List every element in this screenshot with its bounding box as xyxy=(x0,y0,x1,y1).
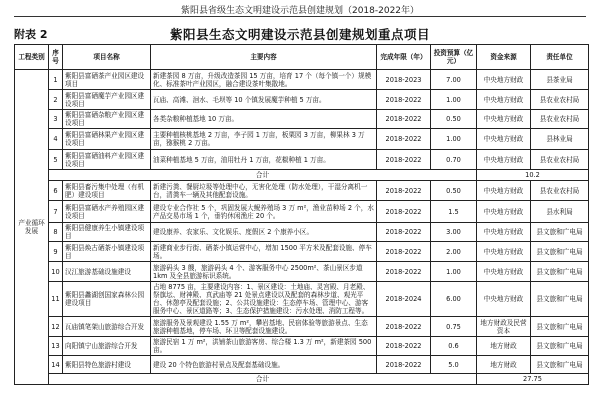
cell-no: 13 xyxy=(49,337,63,356)
cell-responsible-unit: 县农业农村局 xyxy=(531,150,589,170)
cell-investment: 0.70 xyxy=(431,150,477,170)
cell-responsible-unit: 县文旅和广电局 xyxy=(531,262,589,282)
cell-responsible-unit: 县农业农村局 xyxy=(531,181,589,201)
table-row xyxy=(15,242,589,262)
cell-investment: 7.00 xyxy=(431,70,477,90)
running-header: 紫阳县省级生态文明建设示范县创建规划（2018-2022年） xyxy=(180,6,420,16)
cell-project-name: 紫阳县特色旅游村建设 xyxy=(63,356,151,374)
cell-responsible-unit: 县文旅和广电局 xyxy=(531,356,589,374)
cell-fund-source: 中央地方财政 xyxy=(477,70,531,90)
cell-main-content: 各类杂粮种植基地 10 万亩。 xyxy=(151,110,377,129)
cell-period: 2018-2022 xyxy=(377,223,431,242)
cell-period: 2018-2023 xyxy=(377,70,431,90)
cell-main-content: 主要种植核桃基地 2 万亩，李子园 1 万亩，板栗园 3 万亩，柳果林 3 万亩，猕猴桃 2 万亩。 xyxy=(151,129,377,150)
cell-no: 3 xyxy=(49,110,63,129)
cell-no: 10 xyxy=(49,262,63,282)
cell-fund-source: 中央地方财政 xyxy=(477,110,531,129)
cell-fund-source: 中央地方财政 xyxy=(477,129,531,150)
cell-responsible-unit: 县文旅和广电局 xyxy=(531,337,589,356)
cell-main-content: 新建污粪、餐厨垃圾等处理中心，无害化处理（防水处理），干湿分离机一台，清粪车一辆及其他配套设施。 xyxy=(151,181,377,201)
cell-period: 2018-2024 xyxy=(377,282,431,317)
table-row xyxy=(15,262,589,282)
cell-responsible-unit: 县茶业局 xyxy=(531,70,589,90)
cell-investment: 1.00 xyxy=(431,262,477,282)
cell-main-content: 建设专业合作社 5 个，巩固发展大鲵养殖场 3 万 m²，渔业苗种场 2 个，水产品交易市场 1 个，垂钓休闲渔庄 20 个。 xyxy=(151,201,377,223)
cell-project-name: 紫阳县富硒林果产业园区建设项目 xyxy=(63,129,151,150)
col-header-name: 项目名称 xyxy=(63,45,151,70)
header-rule xyxy=(14,16,586,17)
cell-responsible-unit: 县水利局 xyxy=(531,201,589,223)
cell-period: 2018-2022 xyxy=(377,110,431,129)
cell-investment: 0.50 xyxy=(431,181,477,201)
cell-period: 2018-2022 xyxy=(377,150,431,170)
col-header-investment: 投资预算（亿元） xyxy=(431,45,477,70)
cell-investment: 1.00 xyxy=(431,90,477,110)
cell-investment: 6.00 xyxy=(431,282,477,317)
cell-investment: 5.0 xyxy=(431,356,477,374)
table-row xyxy=(15,90,589,110)
col-header-content: 主要内容 xyxy=(151,45,377,70)
table-row xyxy=(15,70,589,90)
col-header-category: 工程类别 xyxy=(15,45,49,70)
cell-project-name: 紫阳县富硒水产养殖园区建设项目 xyxy=(63,201,151,223)
table-body xyxy=(15,70,589,385)
cell-investment: 1.00 xyxy=(431,129,477,150)
cell-main-content: 旅游民宿 1 万 m²，洪铺茶山旅游客房、综合楼 1.3 万 m²，新建茶园 500 亩。 xyxy=(151,337,377,356)
cell-period: 2018-2022 xyxy=(377,129,431,150)
cell-project-name: 汉江旅游基础设施建设 xyxy=(63,262,151,282)
cell-fund-source: 地方财政 xyxy=(477,356,531,374)
cell-project-name: 紫阳县健康养生小镇建设项目 xyxy=(63,223,151,242)
cell-no: 6 xyxy=(49,181,63,201)
table-row xyxy=(15,337,589,356)
table-row xyxy=(15,282,589,317)
cell-main-content: 旅游码头 3 艘，旅游码头 4 个、游客服务中心 2500m²、茶山景区步道 1km 及全县旅游标识系统。 xyxy=(151,262,377,282)
cell-main-content: 瓦庙、高滩、洄水、毛坝等 10 个镇发展魔芋种植 5 万亩。 xyxy=(151,90,377,110)
cell-responsible-unit: 县文旅和广电局 xyxy=(531,242,589,262)
cell-main-content: 建设 20 个特色旅游村景点及配套基础设施。 xyxy=(151,356,377,374)
table-row xyxy=(15,223,589,242)
table-row xyxy=(15,201,589,223)
cell-project-name: 紫阳县富硒魔芋产业园区建设项目 xyxy=(63,90,151,110)
subtotal-row-2 xyxy=(15,374,589,385)
cell-no: 2 xyxy=(49,90,63,110)
cell-no: 8 xyxy=(49,223,63,242)
cell-project-name: 紫阳县畜污集中处理（有机肥）建设项目 xyxy=(63,181,151,201)
cell-no: 5 xyxy=(49,150,63,170)
cell-project-name: 瓦庙镇笔架山旅游综合开发 xyxy=(63,317,151,337)
annex-label: 附表 2 xyxy=(14,28,48,41)
col-header-period: 完成年限（年） xyxy=(377,45,431,70)
cell-period: 2018-2022 xyxy=(377,181,431,201)
cell-no: 12 xyxy=(49,317,63,337)
cell-investment: 0.75 xyxy=(431,317,477,337)
cell-main-content: 占地 8775 亩，主要建设内容：1、景区建设：土地庙、灵宫殿、月老殿、祭旗坛、财神殿、真武庙等 21 处景点建设以及配套的森林步道、观光平台、休憩亭及配套设施；2、公共设施建设：生态停车场、管理中心、游客服务中心、景区道路等；3、生态保护措施建设：污水处理、消防工程等。 xyxy=(151,282,377,317)
cell-main-content: 建设康养、农家乐、文化娱乐、度假区 2 个康养小区。 xyxy=(151,223,377,242)
table-row xyxy=(15,150,589,170)
subtotal-label: 合计 xyxy=(49,170,477,181)
cell-fund-source: 中央地方财政 xyxy=(477,150,531,170)
cell-investment: 3.00 xyxy=(431,223,477,242)
table-row xyxy=(15,356,589,374)
cell-no: 7 xyxy=(49,201,63,223)
cell-investment: 1.5 xyxy=(431,201,477,223)
cell-period: 2018-2022 xyxy=(377,90,431,110)
cell-investment: 0.6 xyxy=(431,337,477,356)
cell-project-name: 紫阳县焕古硒茶小镇建设项目 xyxy=(63,242,151,262)
cell-main-content: 油菜种植基地 5 万亩，油用牡丹 1 万亩，花椒种植 1 万亩。 xyxy=(151,150,377,170)
cell-fund-source: 中央地方财政 xyxy=(477,262,531,282)
table-title: 紫阳县生态文明建设示范县创建规划重点项目 xyxy=(169,27,430,42)
cell-fund-source: 中央地方财政 xyxy=(477,223,531,242)
cell-period: 2018-2022 xyxy=(377,337,431,356)
cell-project-name: 紫阳县富硒茶产业园区建设项目 xyxy=(63,70,151,90)
category-cell: 产业循环发展 xyxy=(15,70,49,385)
cell-responsible-unit: 县文旅和广电局 xyxy=(531,223,589,242)
cell-fund-source: 中央地方财政 xyxy=(477,242,531,262)
cell-no: 9 xyxy=(49,242,63,262)
cell-no: 11 xyxy=(49,282,63,317)
cell-responsible-unit: 县农业农村局 xyxy=(531,90,589,110)
projects-table xyxy=(14,44,589,385)
table-row xyxy=(15,317,589,337)
cell-period: 2018-2022 xyxy=(377,356,431,374)
cell-period: 2018-2022 xyxy=(377,242,431,262)
cell-fund-source: 中央地方财政 xyxy=(477,181,531,201)
table-row xyxy=(15,181,589,201)
subtotal-row-1 xyxy=(15,170,589,181)
col-header-unit: 责任单位 xyxy=(531,45,589,70)
cell-no: 1 xyxy=(49,70,63,90)
cell-responsible-unit: 县文旅和广电局 xyxy=(531,317,589,337)
cell-project-name: 紫阳县富硒油料产业园区建设项目 xyxy=(63,150,151,170)
cell-fund-source: 中央地方财政 xyxy=(477,90,531,110)
cell-responsible-unit: 县农业农村局 xyxy=(531,110,589,129)
cell-fund-source: 中央地方财政 xyxy=(477,282,531,317)
cell-fund-source: 中央地方财政 xyxy=(477,201,531,223)
cell-main-content: 新建商业步行街、硒茶小镇运营中心，增加 1500 平方米及配套设施、停车场。 xyxy=(151,242,377,262)
table-header-row xyxy=(15,45,589,70)
cell-responsible-unit: 县林业局 xyxy=(531,129,589,150)
table-row xyxy=(15,110,589,129)
cell-main-content: 旅游服务及景观建设 1.55 万 m²，攀岩基地、民宿体验等旅游景点、生态旅游种植基地，停车场、环卫等配套设施建设。 xyxy=(151,317,377,337)
cell-project-name: 紫阳县富硒杂粮产业园区建设项目 xyxy=(63,110,151,129)
cell-responsible-unit: 县文旅和广电局 xyxy=(531,282,589,317)
cell-period: 2018-2022 xyxy=(377,317,431,337)
cell-main-content: 新建茶园 8 万亩，升级改造茶园 15 万亩，培育 17 个（每个镇一个）规模化、标准茶叶产业园区，融合建设茶叶集散地。 xyxy=(151,70,377,90)
cell-period: 2018-2022 xyxy=(377,201,431,223)
cell-project-name: 向阳镇宁山旅游综合开发 xyxy=(63,337,151,356)
subtotal-value: 27.75 xyxy=(477,374,589,385)
table-row xyxy=(15,129,589,150)
cell-fund-source: 地方财政 xyxy=(477,337,531,356)
cell-project-name: 紫阳县蠡湖创国家森林公园建设项目 xyxy=(63,282,151,317)
cell-fund-source: 地方财政及民营资本 xyxy=(477,317,531,337)
cell-investment: 0.50 xyxy=(431,110,477,129)
subtotal-value: 10.2 xyxy=(477,170,589,181)
col-header-no: 序号 xyxy=(49,45,63,70)
subtotal-label: 合计 xyxy=(49,374,477,385)
cell-no: 4 xyxy=(49,129,63,150)
cell-no: 14 xyxy=(49,356,63,374)
col-header-source: 资金来源 xyxy=(477,45,531,70)
cell-period: 2018-2022 xyxy=(377,262,431,282)
cell-investment: 2.00 xyxy=(431,242,477,262)
